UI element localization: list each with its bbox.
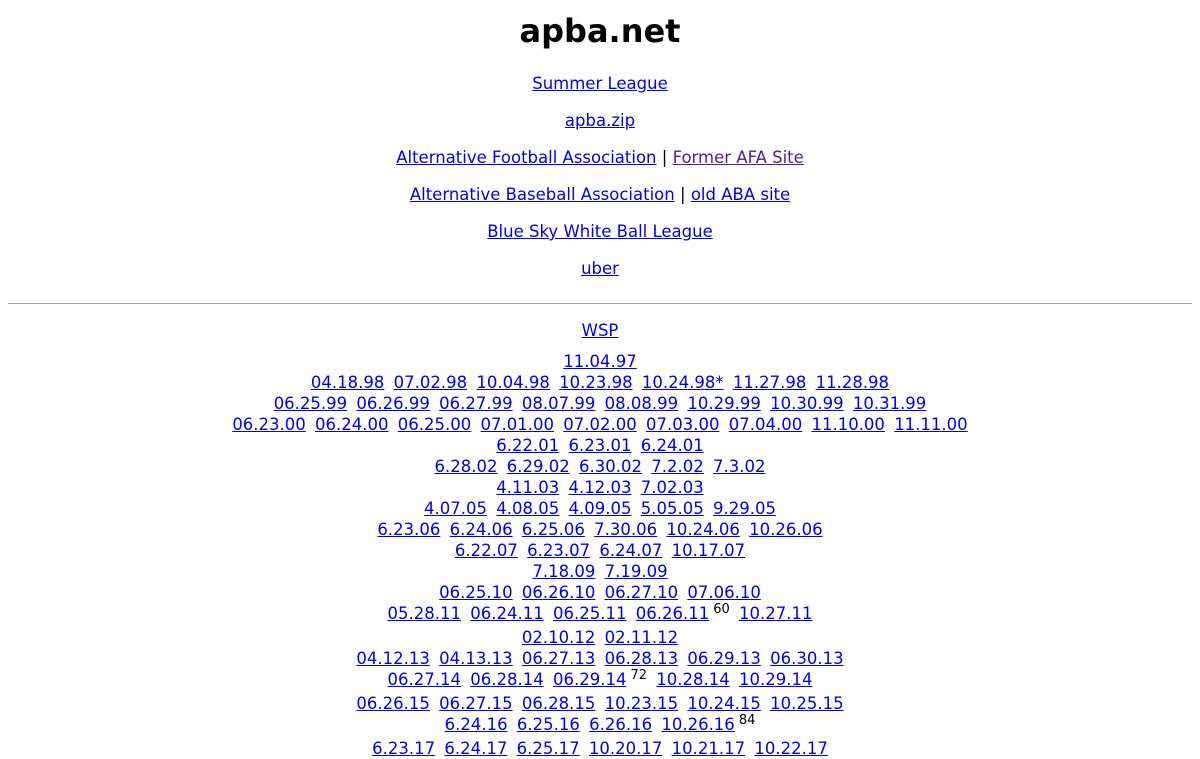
nav-row-aba [0, 176, 1200, 213]
date-link[interactable]: 6.22.01 [496, 436, 560, 455]
date-link[interactable]: 10.28.14 [656, 670, 730, 689]
date-link[interactable]: 10.26.16 [661, 715, 735, 734]
date-link[interactable]: 10.23.15 [604, 694, 679, 713]
wsp-link[interactable]: WSP [581, 321, 619, 340]
date-link[interactable]: 07.04.00 [728, 415, 803, 434]
date-link[interactable]: 07.01.00 [480, 415, 554, 434]
date-link[interactable]: 11.27.98 [732, 373, 807, 392]
date-link[interactable]: 06.26.99 [356, 394, 430, 413]
date-link[interactable]: 6.23.06 [377, 520, 441, 539]
date-link[interactable]: 02.11.12 [604, 628, 679, 647]
date-link[interactable]: 10.20.17 [588, 739, 663, 758]
bswbl-link[interactable]: Blue Sky White Ball League [487, 222, 713, 241]
date-row [0, 603, 1200, 627]
date-link[interactable]: 7.2.02 [651, 457, 704, 476]
date-row [0, 738, 1200, 759]
date-link[interactable]: 05.28.11 [387, 604, 461, 623]
date-link[interactable]: 10.25.15 [770, 694, 844, 713]
date-link[interactable]: 06.30.13 [770, 649, 844, 668]
date-link[interactable]: 4.09.05 [568, 499, 632, 518]
date-link[interactable]: 04.13.13 [439, 649, 513, 668]
date-link[interactable]: 10.24.06 [666, 520, 740, 539]
date-row [0, 714, 1200, 738]
date-link[interactable]: 06.27.14 [387, 670, 461, 689]
date-link[interactable]: 06.28.15 [521, 694, 596, 713]
date-link[interactable]: 02.10.12 [521, 628, 596, 647]
date-link[interactable]: 5.05.05 [640, 499, 704, 518]
uber-link[interactable]: uber [581, 259, 619, 278]
date-link[interactable]: 10.17.07 [671, 541, 746, 560]
date-link[interactable]: 6.25.16 [516, 715, 580, 734]
aba-link[interactable]: Alternative Baseball Association [409, 185, 675, 204]
date-link[interactable]: 08.08.99 [604, 394, 679, 413]
date-link[interactable]: 10.27.11 [739, 604, 813, 623]
date-link[interactable]: 4.07.05 [424, 499, 488, 518]
apba-zip-link[interactable]: apba.zip [564, 111, 636, 130]
date-link[interactable]: 10.22.17 [754, 739, 828, 758]
date-link[interactable]: 11.11.00 [894, 415, 968, 434]
separator: | [661, 148, 668, 167]
date-link[interactable]: 07.06.10 [687, 583, 761, 602]
date-link[interactable]: 6.25.06 [521, 520, 585, 539]
date-link[interactable]: 6.24.06 [449, 520, 513, 539]
date-link[interactable]: 07.02.98 [393, 373, 468, 392]
date-link[interactable]: 06.25.10 [439, 583, 513, 602]
nav-row-afa [0, 139, 1200, 176]
date-link[interactable]: 6.24.01 [640, 436, 704, 455]
date-link[interactable]: 11.04.97 [563, 352, 637, 371]
date-row [0, 393, 1200, 414]
summer-league-link[interactable]: Summer League [532, 74, 668, 93]
date-link[interactable]: 10.21.17 [671, 739, 746, 758]
nav-row-uber [0, 250, 1200, 287]
date-link[interactable]: 7.30.06 [594, 520, 658, 539]
date-links [0, 351, 1200, 759]
afa-link[interactable]: Alternative Football Association [396, 148, 657, 167]
date-link[interactable]: 10.23.98 [559, 373, 633, 392]
date-link[interactable]: 6.24.07 [599, 541, 663, 560]
date-link[interactable]: 11.28.98 [815, 373, 890, 392]
date-link[interactable]: 06.24.00 [315, 415, 389, 434]
date-link[interactable]: 06.27.13 [521, 649, 596, 668]
date-link[interactable]: 10.24.15 [687, 694, 761, 713]
wsp-row [0, 312, 1200, 349]
date-link[interactable]: 10.24.98* [641, 373, 724, 392]
date-link[interactable]: 06.26.15 [356, 694, 430, 713]
date-link[interactable]: 10.29.99 [687, 394, 761, 413]
date-row [0, 561, 1200, 582]
former-afa-link[interactable]: Former AFA Site [672, 148, 804, 167]
old-aba-link[interactable]: old ABA site [690, 185, 791, 204]
nav-row-bswbl [0, 213, 1200, 250]
date-link[interactable]: 9.29.05 [712, 499, 776, 518]
count-note: 60 [713, 602, 730, 617]
date-row [0, 669, 1200, 693]
date-link[interactable]: 10.31.99 [852, 394, 927, 413]
date-link[interactable]: 07.03.00 [645, 415, 720, 434]
date-link[interactable]: 6.22.07 [454, 541, 518, 560]
date-link[interactable]: 10.26.06 [749, 520, 823, 539]
date-link[interactable]: 06.24.11 [470, 604, 544, 623]
date-link[interactable]: 06.25.99 [273, 394, 348, 413]
count-note: 84 [738, 713, 756, 728]
date-link[interactable]: 4.11.03 [496, 478, 560, 497]
date-row [0, 693, 1200, 714]
date-row [0, 372, 1200, 393]
separator: | [680, 185, 686, 204]
date-link[interactable]: 4.08.05 [496, 499, 560, 518]
date-link[interactable]: 6.25.17 [516, 739, 580, 758]
date-link[interactable]: 6.23.07 [527, 541, 591, 560]
date-link[interactable]: 06.25.00 [397, 415, 472, 434]
date-link[interactable]: 06.26.11 [635, 604, 710, 623]
nav-links [0, 65, 1200, 287]
date-row [0, 498, 1200, 519]
date-link[interactable]: 6.28.02 [434, 457, 498, 476]
date-row [0, 540, 1200, 561]
date-link[interactable]: 06.28.14 [470, 670, 544, 689]
date-row [0, 414, 1200, 435]
date-link[interactable]: 6.24.17 [444, 739, 508, 758]
date-link[interactable]: 04.18.98 [310, 373, 385, 392]
date-link[interactable]: 06.27.10 [604, 583, 679, 602]
date-link[interactable]: 06.29.13 [687, 649, 761, 668]
date-link[interactable]: 6.23.01 [568, 436, 632, 455]
date-link[interactable]: 7.02.03 [640, 478, 704, 497]
date-link[interactable]: 06.29.14 [552, 670, 627, 689]
date-link[interactable]: 06.28.13 [604, 649, 679, 668]
date-link[interactable]: 11.10.00 [811, 415, 885, 434]
date-link[interactable]: 06.27.15 [439, 694, 513, 713]
date-link[interactable]: 10.29.14 [739, 670, 813, 689]
date-link[interactable]: 6.29.02 [506, 457, 570, 476]
date-row [0, 351, 1200, 372]
date-link[interactable]: 6.30.02 [579, 457, 642, 476]
date-link[interactable]: 06.27.99 [439, 394, 513, 413]
site-title: apba.net [519, 12, 681, 50]
date-row [0, 627, 1200, 648]
date-link[interactable]: 06.26.10 [521, 583, 596, 602]
date-link[interactable]: 10.30.99 [770, 394, 844, 413]
date-row [0, 477, 1200, 498]
date-row [0, 435, 1200, 456]
date-link[interactable]: 6.23.17 [372, 739, 436, 758]
date-link[interactable]: 07.02.00 [563, 415, 637, 434]
date-row [0, 648, 1200, 669]
date-link[interactable]: 10.04.98 [476, 373, 550, 392]
date-link[interactable]: 7.18.09 [532, 562, 596, 581]
date-link[interactable]: 6.24.16 [444, 715, 508, 734]
date-row [0, 582, 1200, 603]
date-link[interactable]: 06.25.11 [552, 604, 627, 623]
date-link[interactable]: 6.26.16 [589, 715, 653, 734]
count-note: 72 [630, 668, 648, 683]
nav-row-summer [0, 65, 1200, 102]
date-link[interactable]: 04.12.13 [356, 649, 430, 668]
date-link[interactable]: 08.07.99 [521, 394, 596, 413]
date-link[interactable]: 06.23.00 [232, 415, 306, 434]
date-row [0, 519, 1200, 540]
nav-row-zip [0, 102, 1200, 139]
date-link[interactable]: 7.19.09 [604, 562, 668, 581]
divider [8, 303, 1192, 304]
date-row [0, 456, 1200, 477]
date-link[interactable]: 4.12.03 [568, 478, 632, 497]
date-link[interactable]: 7.3.02 [712, 457, 766, 476]
